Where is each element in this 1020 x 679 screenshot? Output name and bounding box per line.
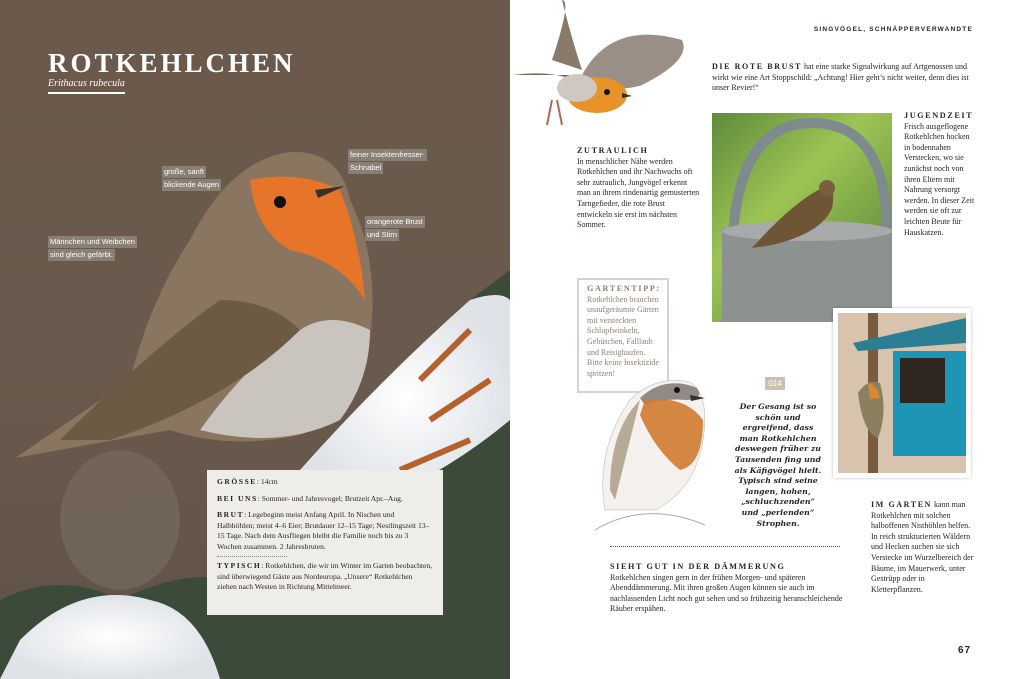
- paragraph-text: hat eine starke Signalwirkung auf Artgenossen und wirkt wie eine Art Stoppschild: „Achtung! Hier geht’s nicht weiter, denn dies ist unser Revier!“: [712, 62, 969, 93]
- section-heading: JUGENDZEIT: [904, 111, 974, 120]
- title-rule: [48, 92, 125, 94]
- label-line: feiner Insektenfresser-: [350, 150, 425, 159]
- label-line: blickende Augen: [164, 180, 220, 189]
- fact-box: [207, 470, 443, 615]
- label-line: Schnabel: [350, 163, 382, 172]
- paragraph-lead: IM GARTEN: [871, 500, 933, 509]
- label-sexes: [48, 236, 137, 262]
- species-title: ROTKEHLCHEN: [48, 48, 296, 78]
- watering-can-illustration: [712, 113, 892, 322]
- page-number: 67: [958, 645, 972, 656]
- latin-name: Erithacus rubecula: [48, 78, 125, 89]
- tip-text: Rotkehlchen brauchen unaufgeräumte Gärten mit versteckten Schlupfwinkeln, Gebüschen, Falllaub und Reisighaufen. Bitte keine Insektizide spritzen!: [587, 294, 659, 378]
- fact-brood: [217, 510, 433, 552]
- fact-text: : 14cm: [256, 477, 278, 486]
- fact-text: : Legebeginn meist Anfang April. In Nischen und Halbhöhlen; meist 4–6 Eier; Brutdauer 12–15 Tage; Nestlingszeit 13–15 Tage. Nach dem Ausfliegen bleibt die Familie noch bis zu 3 Wochen zusammen. 2 Jahresbruten.: [217, 510, 430, 551]
- section-text: Frisch ausgeflogene Rotkehlchen hocken in bodennahen Verstecken, wo sie zunächst noch von ihren Eltern mit Nahrung versorgt werden. In dieser Zeit werden sie oft zur leichten Beute für Hauskatzen.: [904, 121, 975, 237]
- paragraph-text: kann man Rotkehlchen mit solchen halboffenen Nisthöhlen helfen. In reich strukturierten Wäldern und Hecken suchen sie sich Verstecke im Wurzelbereich der Bäume, im Mauerwerk, unter Gestrüpp oder in Kletterpflanzen.: [871, 500, 974, 594]
- song-quote: Der Gesang ist so schön und ergreifend, dass man Rotkehlchen deswegen früher zu Tausenden fing und als Käfigvögel hielt. Typisch sind seine langen, hohen, „schluchzenden“ und „perlenden“ Strophen.: [734, 402, 822, 528]
- youth-section: [904, 111, 976, 238]
- fact-text: : Sommer- und Jahresvogel; Brutzeit Apr.–Aug.: [257, 493, 403, 503]
- fact-label: BRUT: [217, 510, 245, 519]
- label-line: sind gleich gefärbt.: [50, 250, 113, 259]
- red-breast-paragraph: [712, 62, 977, 94]
- label-eyes: [162, 166, 221, 192]
- dotted-divider: [610, 546, 840, 547]
- section-header: SINGVÖGEL, SCHNÄPPERVERWANDTE: [813, 26, 973, 33]
- in-garden-paragraph: [871, 500, 975, 595]
- trusting-section: [577, 146, 702, 231]
- label-line: orangerote Brust: [367, 217, 423, 226]
- track-number-badge: 014: [765, 377, 785, 390]
- fact-label: GRÖSSE: [217, 477, 257, 486]
- flying-robin-image: [512, 0, 697, 130]
- label-breast: [365, 216, 425, 242]
- section-heading: SIEHT GUT IN DER DÄMMERUNG: [610, 562, 786, 571]
- fact-label: BEI UNS: [217, 493, 258, 503]
- section-text: Rotkehlchen singen gern in der frühen Morgen- und späteren Abenddämmerung. Mit ihren großen Augen können sie auch im nachlassenden Licht noch gut sehen und so frühzeitig heranschleichende Räuber erspähen.: [610, 572, 843, 614]
- section-heading: ZUTRAULICH: [577, 146, 649, 155]
- twilight-section: [610, 562, 845, 615]
- fact-label: TYPISCH: [217, 561, 262, 570]
- watercolor-robin-illustration: [585, 370, 715, 535]
- label-line: Männchen und Weibchen: [50, 237, 135, 246]
- paragraph-lead: DIE ROTE BRUST: [712, 62, 802, 71]
- dotted-divider: [217, 556, 287, 557]
- fact-local: [217, 494, 433, 505]
- fact-text: : Rotkehlchen, die wir im Winter im Garten beobachten, sind überwiegend Gäste aus Nordeuropa. „Unsere“ Rotkehlchen ziehen nach Westen in Richtung Mittelmeer.: [217, 561, 433, 591]
- nest-box-illustration: [838, 313, 966, 473]
- tip-heading: GARTENTIPP:: [587, 284, 661, 293]
- fact-typical: [217, 561, 433, 593]
- label-line: große, sanft: [164, 167, 205, 176]
- juvenile-robin-photo: [712, 113, 892, 322]
- section-text: In menschlicher Nähe werden Rotkehlchen und ihr Nachwuchs oft sehr zutraulich, Jungvögel erkennt man an ihrem rindenartig gemusterten Tarngefieder, die rote Brust entwickeln sie erst im nächsten Sommer.: [577, 156, 700, 230]
- fact-size: [217, 477, 433, 488]
- label-beak: [348, 149, 427, 175]
- nest-box-photo: [833, 308, 971, 478]
- label-line: und Stirn: [367, 230, 398, 239]
